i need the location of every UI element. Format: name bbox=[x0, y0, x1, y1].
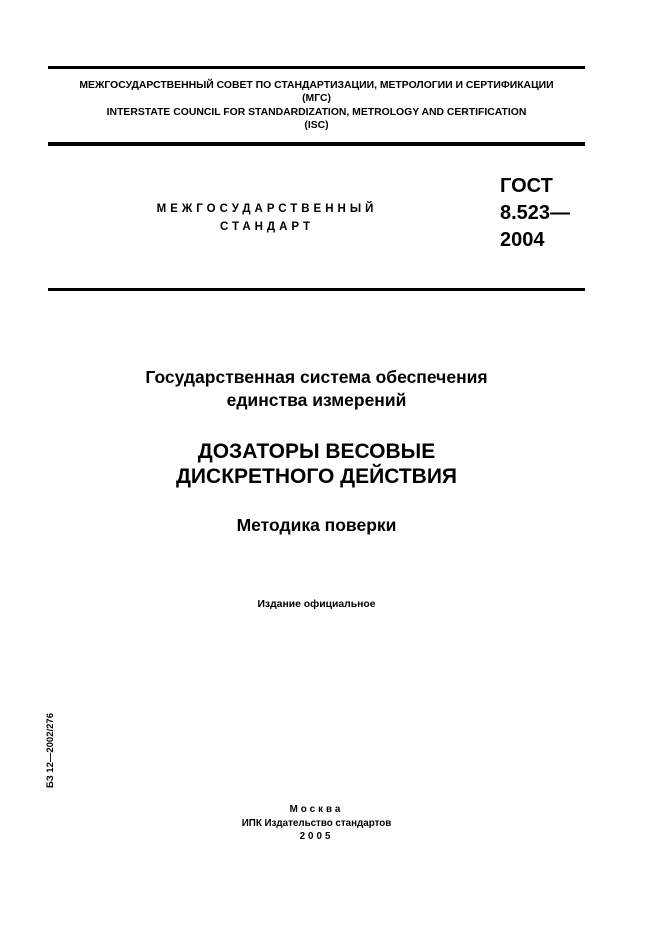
standard-kind bbox=[122, 200, 412, 236]
council-name-ru: МЕЖГОСУДАРСТВЕННЫЙ СОВЕТ ПО СТАНДАРТИЗАЦИИ, МЕТРОЛОГИИ И СЕРТИФИКАЦИИ bbox=[79, 80, 554, 91]
imprint bbox=[48, 803, 585, 844]
document-title-line2: ДИСКРЕТНОГО ДЕЙСТВИЯ bbox=[175, 465, 458, 488]
top-rule bbox=[48, 66, 585, 69]
gost-year: 2004 bbox=[500, 229, 545, 251]
council-header bbox=[48, 79, 585, 132]
edition-note: Издание официальное bbox=[257, 599, 376, 610]
document-subtitle: Методика поверки bbox=[236, 515, 397, 535]
council-abbr-en: (ISC) bbox=[304, 119, 329, 131]
council-name-en: INTERSTATE COUNCIL FOR STANDARDIZATION, METROLOGY AND CERTIFICATION bbox=[106, 106, 527, 118]
designation-rule bbox=[48, 288, 585, 291]
imprint-year: 2005 bbox=[299, 831, 334, 842]
side-code: БЗ 12—2002/276 bbox=[45, 713, 56, 788]
system-title-line2: единства измерений bbox=[226, 390, 407, 410]
council-abbr-ru: (МГС) bbox=[302, 93, 331, 105]
document-title-line1: ДОЗАТОРЫ ВЕСОВЫЕ bbox=[197, 440, 436, 463]
standard-kind-line2: СТАНДАРТ bbox=[220, 221, 314, 233]
gost-label: ГОСТ bbox=[500, 175, 553, 197]
system-title-line1: Государственная система обеспечения bbox=[145, 367, 488, 387]
header-rule bbox=[48, 142, 585, 146]
gost-designation bbox=[500, 173, 570, 254]
document-title bbox=[48, 439, 585, 489]
imprint-city: Москва bbox=[289, 804, 344, 815]
imprint-publisher: ИПК Издательство стандартов bbox=[241, 817, 392, 829]
system-title bbox=[48, 366, 585, 412]
gost-number: 8.523— bbox=[500, 202, 571, 224]
standard-kind-line1: МЕЖГОСУДАРСТВЕННЫЙ bbox=[156, 203, 378, 215]
